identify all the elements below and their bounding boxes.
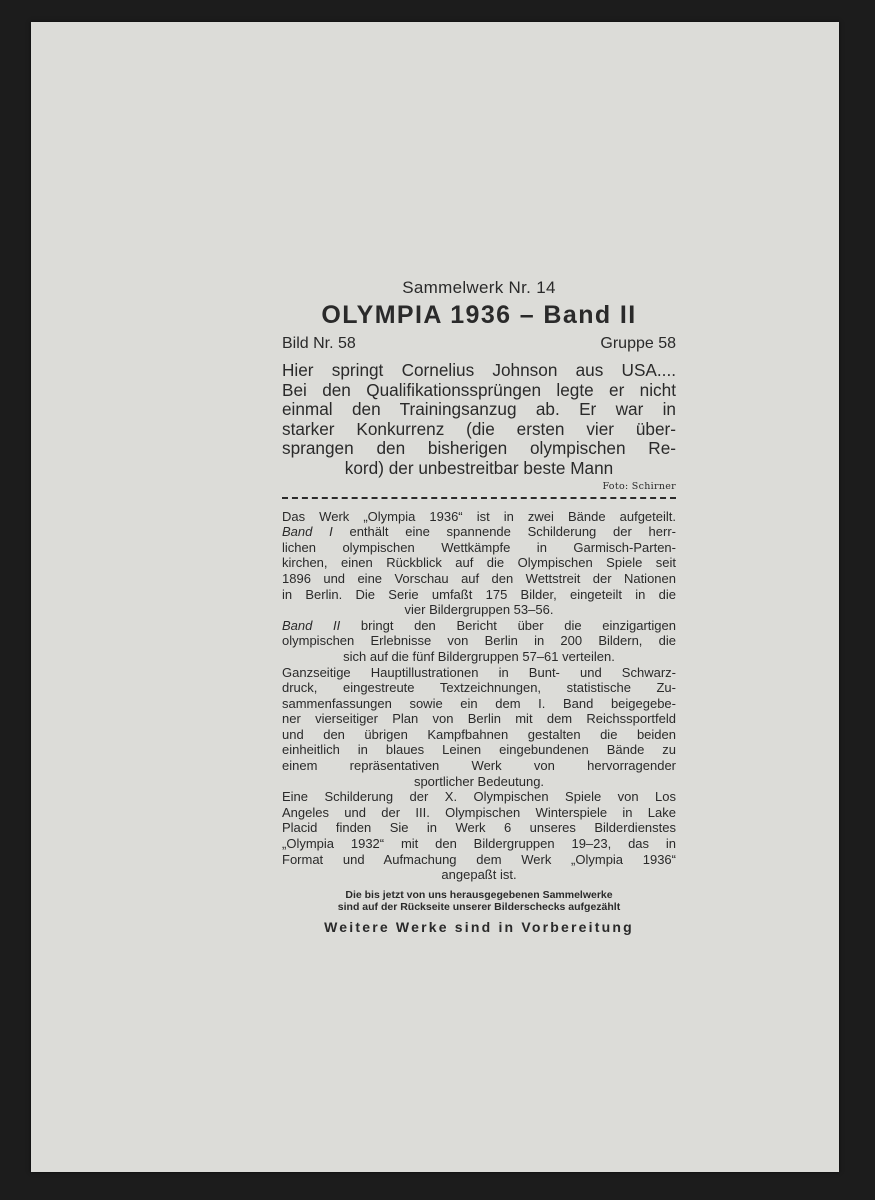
band-label: Band I: [282, 524, 333, 540]
caption-line: einmal den Trainingsanzug ab. Er war in: [282, 399, 676, 420]
info-line: druck, eingestreute Textzeichnungen, statistische Zu-: [282, 680, 676, 696]
info-line: [282, 524, 676, 540]
info-line: [282, 618, 676, 634]
divider-rule: [282, 497, 676, 499]
info-line-text: enthält eine spannende Schilderung der herr-: [332, 524, 676, 540]
card-title: OLYMPIA 1936 – Band II: [321, 301, 637, 329]
note-line: sind auf der Rückseite unserer Bilderschecks aufgezählt: [337, 900, 621, 913]
info-line-text: bringt den Bericht über die einzigartigen: [340, 617, 676, 633]
info-line: Angeles und der III. Olympischen Winterspiele in Lake: [282, 804, 676, 820]
info-line: vier Bildergruppen 53–56.: [404, 602, 554, 618]
info-line: 1896 und eine Vorschau auf den Wettstreit der Nationen: [282, 570, 676, 586]
info-line: Ganzseitige Hauptillustrationen in Bunt- und Schwarz-: [282, 664, 676, 680]
band-label: Band II: [282, 617, 341, 633]
series-number: Sammelwerk Nr. 14: [402, 278, 556, 297]
info-line: lichen olympischen Wettkämpfe in Garmisch-Parten-: [282, 539, 676, 555]
info-line: einheitlich in blaues Leinen eingebundenen Bände zu: [282, 742, 676, 758]
card-text-block: [282, 278, 676, 935]
info-line: und den übrigen Kampfbahnen gestalten die beiden: [282, 726, 676, 742]
info-line: sportlicher Bedeutung.: [413, 773, 545, 789]
info-line: olympischen Erlebnisse von Berlin in 200 Bildern, die: [282, 633, 676, 649]
photo-caption: [282, 361, 676, 479]
info-line: in Berlin. Die Serie umfaßt 175 Bilder, eingeteilt in die: [282, 586, 676, 602]
collector-card-back: [31, 22, 839, 1172]
caption-line: starker Konkurrenz (die ersten vier über-: [282, 418, 676, 439]
info-line: Eine Schilderung der X. Olympischen Spiele von Los: [282, 789, 676, 805]
caption-line: sprangen den bisherigen olympischen Re-: [282, 438, 676, 459]
footer-announcement: Weitere Werke sind in Vorbereitung: [324, 918, 634, 935]
info-line: ner vierseitiger Plan von Berlin mit dem Reichssportfeld: [282, 711, 676, 727]
image-number: Bild Nr. 58: [282, 335, 356, 352]
info-line: Das Werk „Olympia 1936“ ist in zwei Bände aufgeteilt.: [282, 508, 676, 524]
photo-credit: Foto: Schirner: [602, 480, 676, 492]
info-line: sich auf die fünf Bildergruppen 57–61 verteilen.: [343, 648, 615, 664]
group-number: Gruppe 58: [600, 335, 676, 352]
info-line: einem repräsentativen Werk von hervorragender: [282, 758, 676, 774]
info-line: angepaßt ist.: [441, 867, 517, 883]
info-line: Placid finden Sie in Werk 6 unseres Bilderdienstes: [282, 820, 676, 836]
info-line: sammenfassungen sowie ein dem I. Band beigegebe-: [282, 695, 676, 711]
published-works-note: [282, 889, 676, 913]
note-line: Die bis jetzt von uns herausgegebenen Sammelwerke: [345, 888, 613, 901]
caption-line: Hier springt Cornelius Johnson aus USA....: [282, 360, 676, 380]
info-line: kirchen, einen Rückblick auf die Olympischen Spiele seit: [282, 555, 676, 571]
meta-row: [282, 334, 676, 354]
info-line: Format und Aufmachung dem Werk „Olympia 1936“: [282, 851, 676, 867]
caption-line: Bei den Qualifikationssprüngen legte er nicht: [282, 379, 676, 400]
caption-line: kord) der unbestreitbar beste Mann: [344, 457, 614, 478]
info-line: „Olympia 1932“ mit den Bildergruppen 19–23, das in: [282, 836, 676, 852]
info-text: [282, 509, 676, 883]
